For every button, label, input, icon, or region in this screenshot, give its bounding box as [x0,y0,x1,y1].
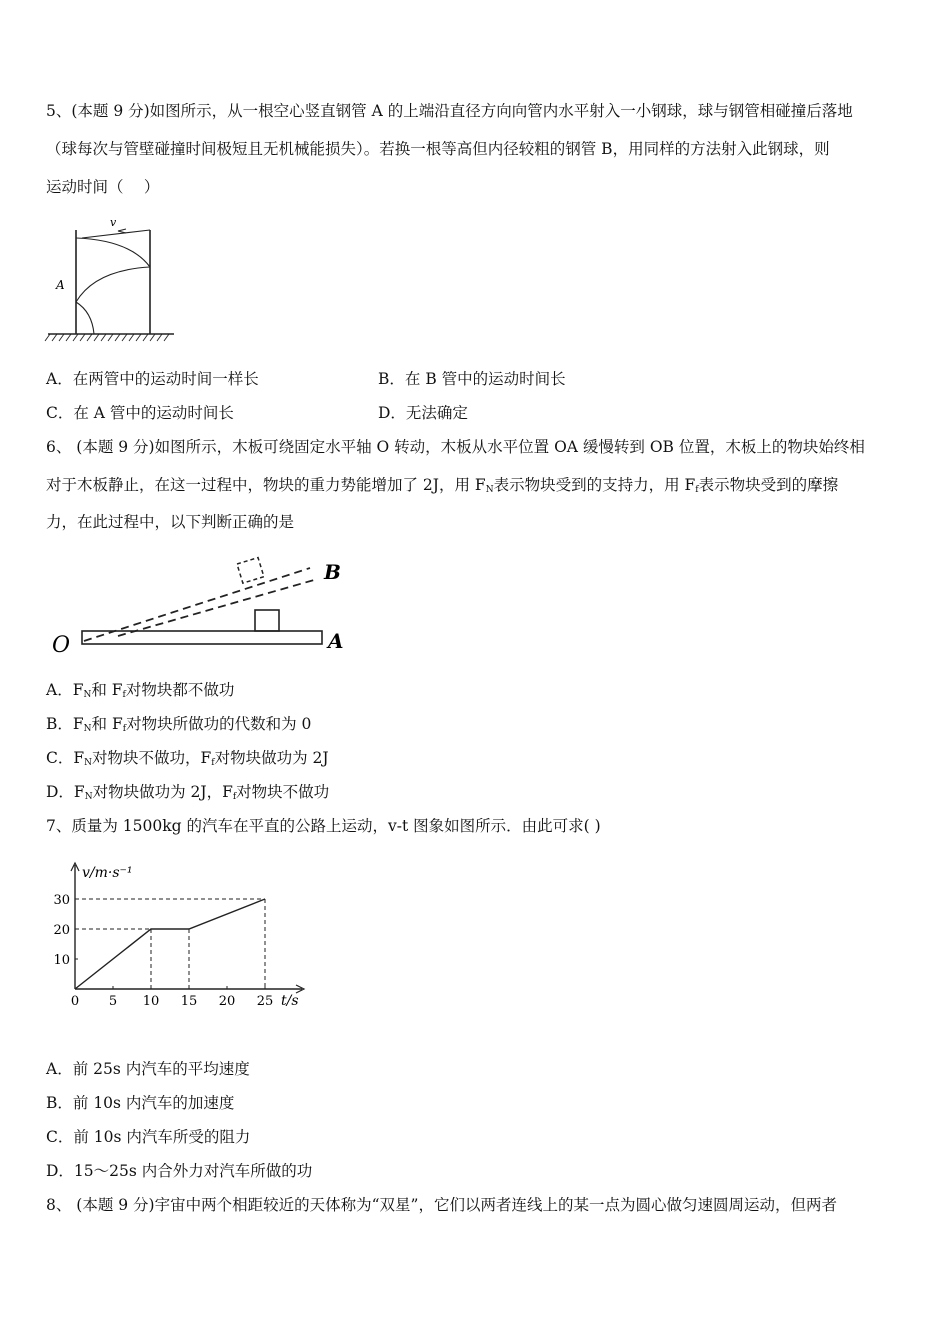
x-tick-label-5: 25 [256,994,274,1009]
q6-line-1: 6、 (本题 9 分)如图所示，木板可绕固定水平轴 O 转动，木板从水平位置 OA 缓慢转到 OB 位置，木板上的物块始终相 [46,438,865,456]
board-oa [82,631,322,644]
q6-option-d-p3: 对物块不做功 [236,783,330,801]
q6-rotating-board-figure [48,552,358,660]
trajectory-arc-3 [76,302,94,334]
x-tick-label-2: 10 [142,994,160,1009]
x-tick-label-3: 15 [180,994,198,1009]
board-ob-bottom-edge [118,580,314,636]
y-tick-label-2: 30 [53,893,70,908]
q7-option-c[interactable]: C．前 10s 内汽车所受的阻力 [46,1128,251,1146]
q6-option-c-p1: C．F [46,749,85,767]
q5-line-1: 5、(本题 9 分)如图所示，从一根空心竖直钢管 A 的上端沿直径方向向管内水平射入一小钢球，球与钢管相碰撞后落地 [46,102,853,120]
q6-line-2-part-2: 表示物块受到的支持力，用 F [493,476,696,494]
y-tick-label-1: 20 [53,923,70,938]
q7-line-1: 7、质量为 1500kg 的汽车在平直的公路上运动，v-t 图象如图所示．由此可求( ) [46,817,601,835]
board-end-b-label: B [324,560,341,584]
q6-line-3: 力，在此过程中，以下判断正确的是 [46,513,295,531]
trajectory-arc-1 [76,238,150,267]
q6-line-2-part-3: 表示物块受到的摩擦 [698,476,839,494]
q6-option-b-p3: 对物块所做功的代数和为 0 [126,715,312,733]
q6-option-a-s2: f [122,690,126,700]
q5-steel-pipe-figure [40,212,180,347]
y-tick-label-0: 10 [53,953,70,968]
y-axis-label: v/m·s⁻¹ [82,865,133,881]
board-end-a-label: A [328,629,344,653]
q6-option-c-s1: N [84,758,92,768]
x-tick-label-1: 5 [108,994,118,1009]
board-ob-top-edge [84,568,310,641]
pivot-label: O [52,633,71,658]
chart-series [75,899,265,989]
x-tick-label-4: 20 [218,994,236,1009]
q6-line-2-part-1: 对于木板静止，在这一过程中，物块的重力势能增加了 2J，用 F [46,476,486,494]
q6-option-b-p1: B．F [46,715,84,733]
q7-option-b[interactable]: B．前 10s 内汽车的加速度 [46,1094,235,1112]
trajectory-arc-2 [76,267,150,302]
x-tick-label-0: 0 [70,994,80,1009]
block [255,610,279,631]
q6-option-d[interactable] [46,782,329,807]
x-axis-label: t/s [281,993,299,1009]
q5-line-2: （球每次与管壁碰撞时间极短且无机械能损失）。若换一根等高但内径较粗的钢管 B，用同样的方法射入此钢球，则 [46,140,830,158]
q6-option-c-p2: 对物块不做功，F [92,749,212,767]
q6-option-b-s2: f [122,724,127,734]
chart-axes [71,863,304,993]
q5-option-a[interactable]: A．在两管中的运动时间一样长 [46,370,259,388]
q6-option-d-p2: 对物块做功为 2J，F [92,783,233,801]
velocity-label: v [110,216,117,229]
q6-option-b-p2: 和 F [91,715,123,733]
q6-option-a-p2: 和 F [91,681,123,699]
q6-option-c-p3: 对物块做功为 2J [214,749,329,767]
q6-option-a[interactable] [46,680,234,705]
q6-option-d-s2: f [232,792,237,802]
q5-option-c[interactable]: C．在 A 管中的运动时间长 [46,404,234,422]
q6-line-2 [46,475,838,500]
q6-option-c[interactable] [46,748,329,773]
q5-line-3: 运动时间（ ） [46,178,160,196]
q5-option-b[interactable]: B．在 B 管中的运动时间长 [378,370,566,388]
entry-path [82,230,150,238]
q6-option-d-s1: N [84,792,93,802]
q6-option-a-s1: N [83,690,92,700]
q6-option-d-p1: D．F [46,783,85,801]
chart-ticks [53,893,273,1009]
series-line-0 [75,899,265,989]
q8-line-1: 8、 (本题 9 分)宇宙中两个相距较近的天体称为“双星”，它们以两者连线上的某一点为圆心做匀速圆周运动，但两者 [46,1196,837,1214]
velocity-arrow-icon [118,229,126,233]
ground-hatching [45,334,169,341]
q6-option-c-s2: f [211,758,215,768]
q6-line-2-sub-n: N [485,485,494,495]
q6-option-b-s1: N [83,724,92,734]
q7-vt-chart [40,855,320,1015]
chart-guides [75,899,265,989]
q7-option-a[interactable]: A．前 25s 内汽车的平均速度 [46,1060,250,1078]
pipe-label: A [56,278,65,292]
q6-line-2-sub-f: f [695,485,699,495]
q6-option-a-p3: 对物块都不做功 [125,681,235,699]
q6-option-a-p1: A．F [46,681,84,699]
q7-option-d[interactable]: D．15～25s 内合外力对汽车所做的功 [46,1162,313,1180]
q5-option-d[interactable]: D．无法确定 [378,404,468,422]
q6-option-b[interactable] [46,714,311,739]
block-rotated-dashed [237,558,264,584]
